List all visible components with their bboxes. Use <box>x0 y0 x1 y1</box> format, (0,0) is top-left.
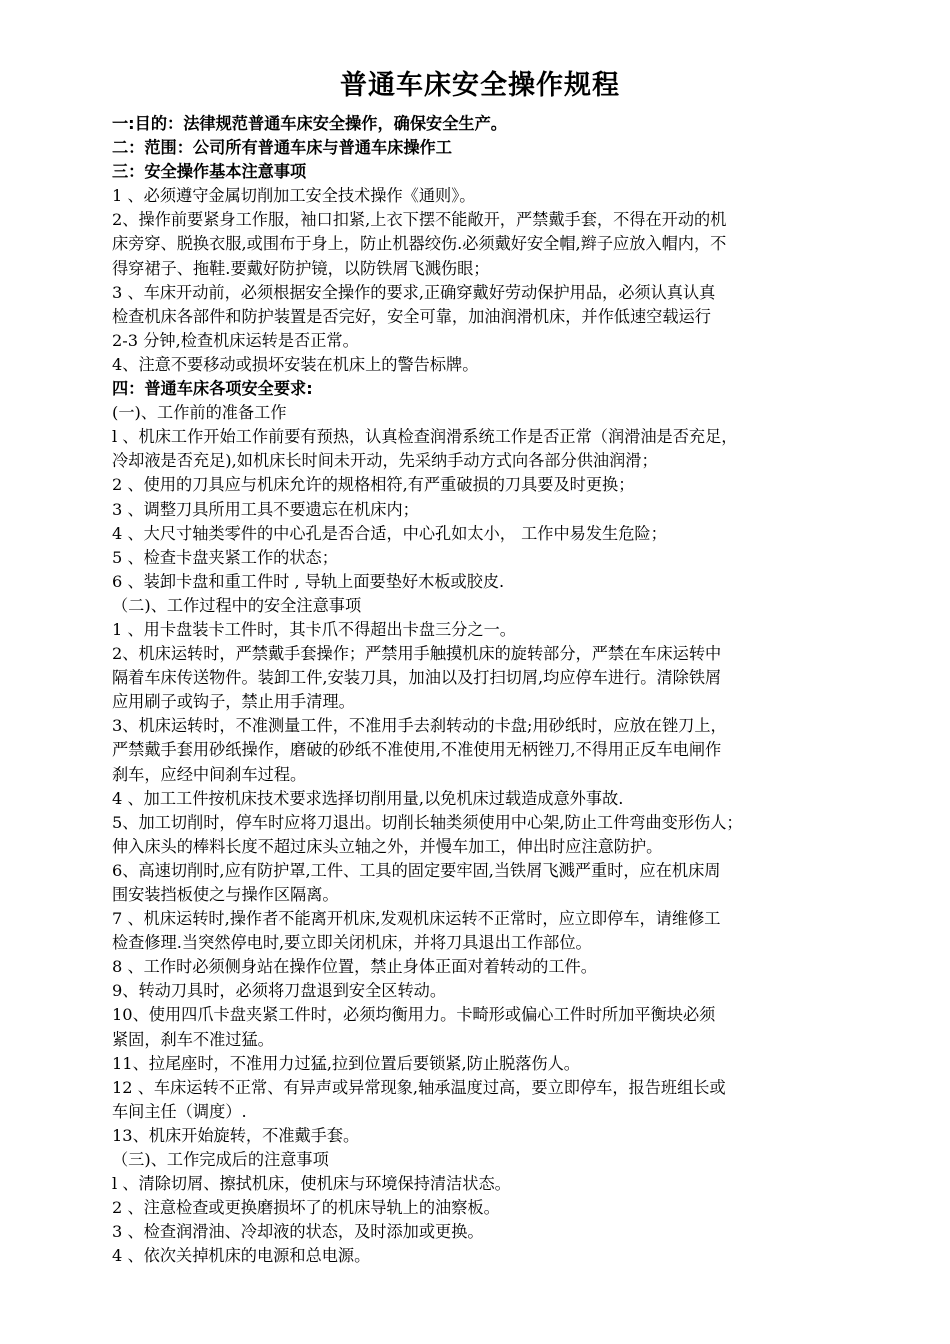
paragraph <box>112 618 848 642</box>
paragraph-line: l 、清除切屑、擦拭机床，使机床与环境保持清洁状态。 <box>112 1174 511 1194</box>
paragraph-line: 11、拉尾座时，不准用力过猛,拉到位置后要锁紧,防止脱落伤人。 <box>112 1053 580 1073</box>
paragraph <box>112 642 848 714</box>
paragraph-line: 得穿裙子、拖鞋.要戴好防护镜，以防铁屑飞溅伤眼； <box>112 258 490 278</box>
paragraph-line: 检查修理.当突然停电时,要立即关闭机床，并将刀具退出工作部位。 <box>112 933 592 953</box>
paragraph-line: 2、操作前要紧身工作服，袖口扣紧,上衣下摆不能敞开，严禁戴手套，不得在开动的机 <box>112 210 727 230</box>
section-heading-line: 二：范围：公司所有普通车床与普通车床操作工 <box>112 138 452 158</box>
paragraph <box>112 714 848 786</box>
paragraph <box>112 1244 848 1268</box>
paragraph-line: 2-3 分钟,检查机床运转是否正常。 <box>112 330 359 350</box>
paragraph-line: 8 、工作时必须侧身站在操作位置，禁止身体正面对着转动的工件。 <box>112 957 597 977</box>
paragraph-line: 4 、加工工件按机床技术要求选择切削用量,以免机床过载造成意外事故. <box>112 788 624 808</box>
paragraph <box>112 1052 848 1076</box>
paragraph-line: 应用刷子或钩子，禁止用手清理。 <box>112 692 355 712</box>
paragraph-line: 7 、机床运转时,操作者不能离开机床,发观机床运转不正常时，应立即停车，请维修工 <box>112 909 721 929</box>
paragraph <box>112 401 848 425</box>
paragraph <box>112 353 848 377</box>
paragraph <box>112 1196 848 1220</box>
paragraph-line: 3、机床运转时，不准测量工件，不准用手去刹转动的卡盘;用砂纸时，应放在锉刀上， <box>112 716 727 736</box>
paragraph-line: 紧固，刹车不准过猛。 <box>112 1029 274 1049</box>
paragraph-line: 10、使用四爪卡盘夹紧工件时，必须均衡用力。卡畸形或偏心工件时所加平衡块必须 <box>112 1005 716 1025</box>
paragraph-line: 4 、依次关掉机床的电源和总电源。 <box>112 1246 371 1266</box>
paragraph <box>112 1124 848 1148</box>
paragraph-line: 6 、装卸卡盘和重工件时 , 导轨上面要垫好木板或胶皮. <box>112 571 505 591</box>
paragraph <box>112 473 848 497</box>
paragraph <box>112 955 848 979</box>
paragraph-line: 床旁穿、脱换衣服,或围布于身上，防止机器绞伤.必须戴好安全帽,辫子应放入帽内，不 <box>112 234 727 254</box>
paragraph <box>112 208 848 280</box>
document-page <box>112 66 848 1269</box>
document-body <box>112 112 848 1269</box>
paragraph-line: 3 、调整刀具所用工具不要遗忘在机床内； <box>112 499 419 519</box>
paragraph-line: 2 、使用的刀具应与机床允许的规格相符,有严重破损的刀具要及时更换； <box>112 475 635 495</box>
paragraph <box>112 1172 848 1196</box>
paragraph <box>112 1003 848 1051</box>
paragraph-line: 伸入床头的棒料长度不超过床头立轴之外，并慢车加工，伸出时应注意防护。 <box>112 836 663 856</box>
paragraph <box>112 498 848 522</box>
paragraph-line: 检查机床各部件和防护装置是否完好，安全可靠，加油润滑机床，并作低速空载运行 <box>112 306 711 326</box>
paragraph-line: (一)、工作前的准备工作 <box>112 403 287 423</box>
paragraph-line: 12 、车床运转不正常、有异声或异常现象,轴承温度过高，要立即停车，报告班组长或 <box>112 1077 726 1097</box>
paragraph <box>112 377 848 401</box>
section-heading-line: 一:目的：法律规范普通车床安全操作，确保安全生产。 <box>112 114 507 133</box>
paragraph <box>112 787 848 811</box>
paragraph-line: 5、加工切削时，停车时应将刀退出。切削长轴类须使用中心架,防止工件弯曲变形伤人； <box>112 812 743 832</box>
paragraph-line: 刹车，应经中间刹车过程。 <box>112 764 307 784</box>
section-heading-line: 三：安全操作基本注意事项 <box>112 162 307 182</box>
paragraph <box>112 160 848 184</box>
paragraph-line: 3 、检查润滑油、冷却液的状态，及时添加或更换。 <box>112 1222 484 1242</box>
paragraph <box>112 281 848 353</box>
paragraph <box>112 594 848 618</box>
paragraph <box>112 425 848 473</box>
paragraph-line: l 、机床工作开始工作前要有预热，认真检查润滑系统工作是否正常（润滑油是否充足， <box>112 427 738 447</box>
paragraph-line: 4 、大尺寸轴类零件的中心孔是否合适，中心孔如太小， 工作中易发生危险； <box>112 523 667 543</box>
paragraph-line: 1 、必须遵守金属切削加工安全技术操作《通则》。 <box>112 186 476 206</box>
paragraph-line: 4、注意不要移动或损坏安装在机床上的警告标牌。 <box>112 354 479 374</box>
paragraph <box>112 979 848 1003</box>
paragraph <box>112 522 848 546</box>
paragraph-line: 车间主任（调度）. <box>112 1101 247 1121</box>
paragraph-line: 冷却液是否充足),如机床长时间未开动，先采纳手动方式向各部分供油润滑； <box>112 451 658 471</box>
paragraph-line: 围安装挡板使之与操作区隔离。 <box>112 885 339 904</box>
paragraph-line: 3 、车床开动前，必须根据安全操作的要求,正确穿戴好劳动保护用品，必须认真认真 <box>112 282 716 302</box>
paragraph-line: （二)、工作过程中的安全注意事项 <box>112 595 362 615</box>
paragraph <box>112 1148 848 1172</box>
paragraph <box>112 859 848 907</box>
paragraph <box>112 546 848 570</box>
paragraph-line: 严禁戴手套用砂纸操作，磨破的砂纸不准使用,不准使用无柄锉刀,不得用正反车电闸作 <box>112 740 722 760</box>
document-title: 普通车床安全操作规程 <box>340 70 620 101</box>
paragraph-line: 2、机床运转时，严禁戴手套操作；严禁用手触摸机床的旋转部分，严禁在车床运转中 <box>112 644 722 664</box>
section-heading-line: 四：普通车床各项安全要求: <box>112 379 313 399</box>
paragraph-line: 1 、用卡盘装卡工件时，其卡爪不得超出卡盘三分之一。 <box>112 619 516 639</box>
paragraph <box>112 112 848 136</box>
paragraph-line: 13、机床开始旋转，不准戴手套。 <box>112 1125 360 1145</box>
paragraph <box>112 184 848 208</box>
paragraph <box>112 907 848 955</box>
paragraph <box>112 811 848 859</box>
paragraph-line: 隔着车床传送物件。装卸工件,安装刀具，加油以及打扫切屑,均应停车进行。清除铁屑 <box>112 668 722 688</box>
paragraph <box>112 570 848 594</box>
paragraph-line: 9、转动刀具时，必须将刀盘退到安全区转动。 <box>112 981 447 1001</box>
paragraph <box>112 1076 848 1124</box>
paragraph-line: 2 、注意检查或更换磨损坏了的机床导轨上的油察板。 <box>112 1198 500 1218</box>
paragraph-line: （三)、工作完成后的注意事项 <box>112 1150 329 1170</box>
paragraph <box>112 1220 848 1244</box>
paragraph-line: 6、高速切削时,应有防护罩,工件、工具的固定要牢固,当铁屑飞溅严重时，应在机床周 <box>112 860 721 880</box>
paragraph-line: 5 、检查卡盘夹紧工作的状态； <box>112 547 338 567</box>
paragraph <box>112 136 848 160</box>
